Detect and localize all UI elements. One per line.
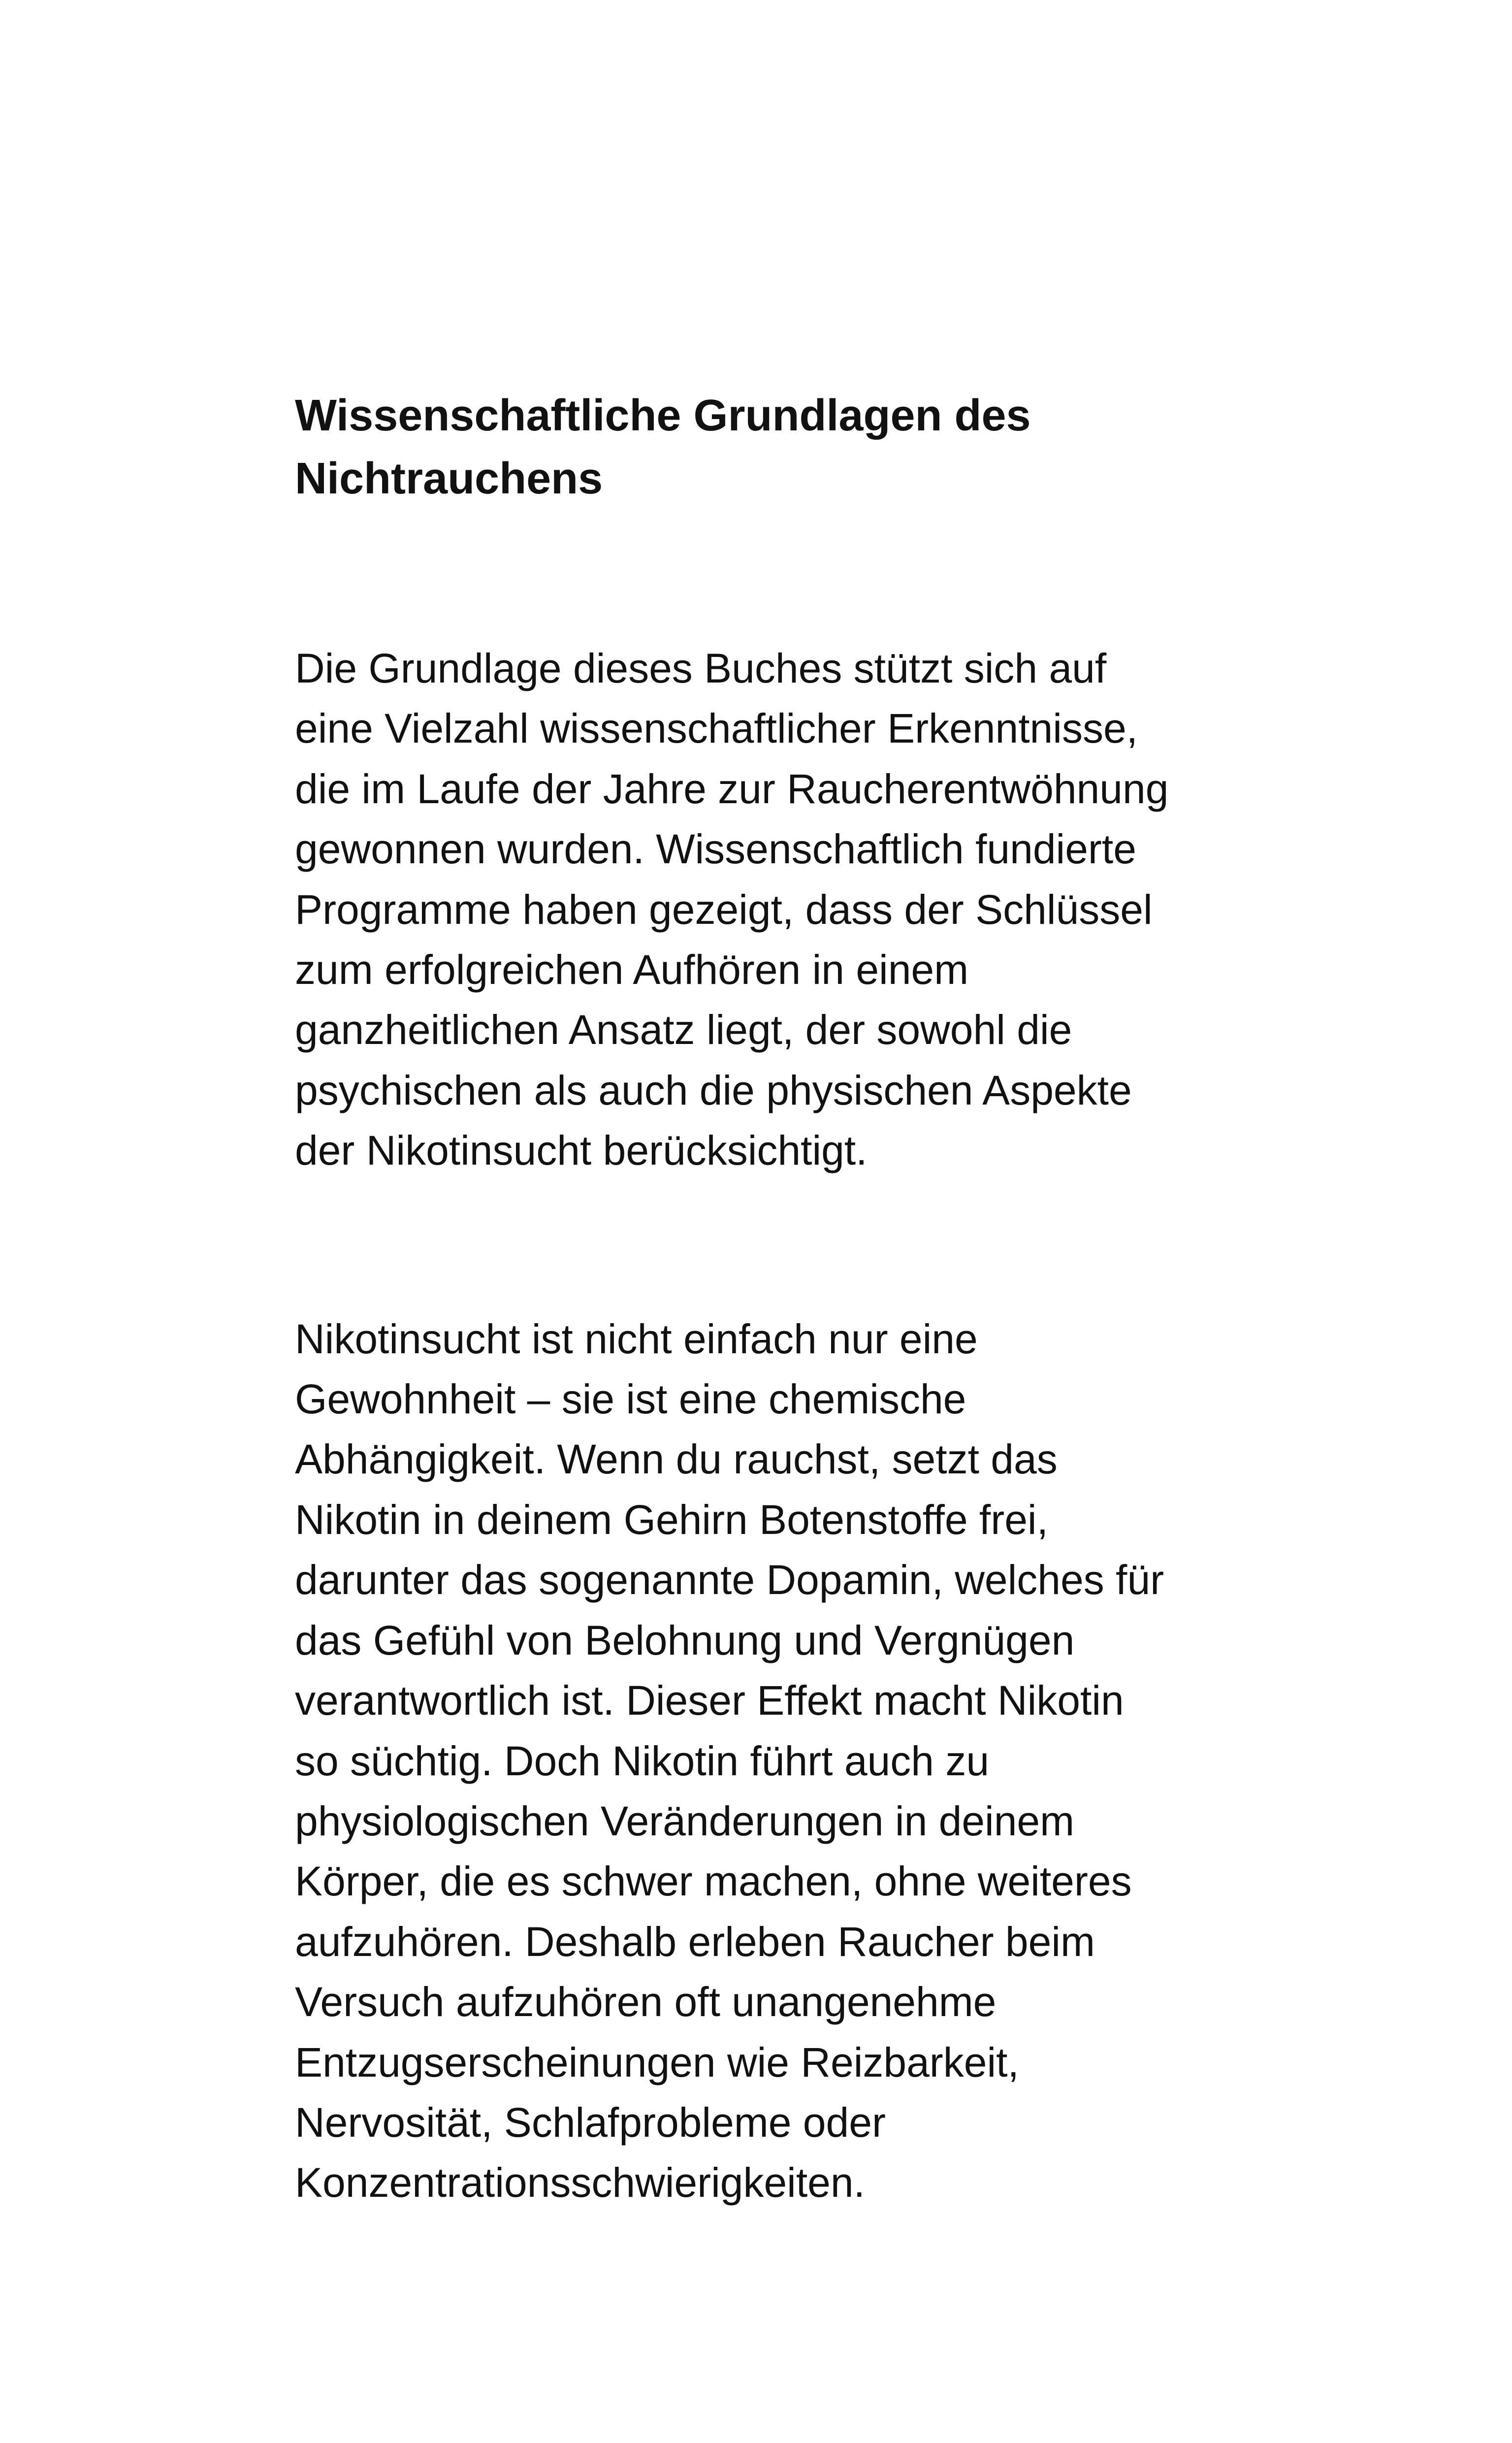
text-line: Abhängigkeit. Wenn du rauchst, setzt das xyxy=(295,1436,1058,1483)
text-line: Entzugserscheinungen wie Reizbarkeit, xyxy=(295,2039,1019,2085)
text-line: der Nikotinsucht berücksichtigt. xyxy=(295,1127,868,1174)
text-line: Gewohnheit – sie ist eine chemische xyxy=(295,1376,966,1423)
text-line: die im Laufe der Jahre zur Raucherentwöhnung xyxy=(295,765,1169,812)
text-line: Programme haben gezeigt, dass der Schlüssel xyxy=(295,886,1153,933)
text-line: gewonnen wurden. Wissenschaftlich fundierte xyxy=(295,826,1136,873)
text-line: das Gefühl von Belohnung und Vergnügen xyxy=(295,1617,1075,1663)
text-line: eine Vielzahl wissenschaftlicher Erkenntnisse, xyxy=(295,705,1138,752)
text-line: ganzheitlichen Ansatz liegt, der sowohl die xyxy=(295,1007,1072,1053)
paragraph-1 xyxy=(295,638,1240,1181)
heading-line: Wissenschaftliche Grundlagen des xyxy=(295,391,1031,440)
text-line: so süchtig. Doch Nikotin führt auch zu xyxy=(295,1737,990,1784)
text-line: Konzentrationsschwierigkeiten. xyxy=(295,2159,865,2206)
text-line: verantwortlich ist. Dieser Effekt macht Nikotin xyxy=(295,1677,1124,1724)
text-line: Versuch aufzuhören oft unangenehme xyxy=(295,1979,997,2025)
text-line: Nikotin in deinem Gehirn Botenstoffe frei, xyxy=(295,1496,1048,1543)
text-line: physiologischen Veränderungen in deinem xyxy=(295,1797,1075,1844)
text-line: zum erfolgreichen Aufhören in einem xyxy=(295,946,969,993)
section-heading xyxy=(295,384,1240,510)
text-line: Nikotinsucht ist nicht einfach nur eine xyxy=(295,1315,978,1362)
text-line: psychischen als auch die physischen Aspekte xyxy=(295,1067,1132,1113)
paragraph-2 xyxy=(295,1309,1240,2213)
text-line: darunter das sogenannte Dopamin, welches für xyxy=(295,1557,1164,1603)
text-line: Die Grundlage dieses Buches stützt sich auf xyxy=(295,645,1107,691)
text-line: Nervosität, Schlafprobleme oder xyxy=(295,2099,886,2146)
text-line: Körper, die es schwer machen, ohne weiteres xyxy=(295,1858,1132,1905)
heading-line: Nichtrauchens xyxy=(295,454,603,503)
text-line: aufzuhören. Deshalb erleben Raucher beim xyxy=(295,1918,1095,1965)
page-content xyxy=(295,384,1240,2213)
